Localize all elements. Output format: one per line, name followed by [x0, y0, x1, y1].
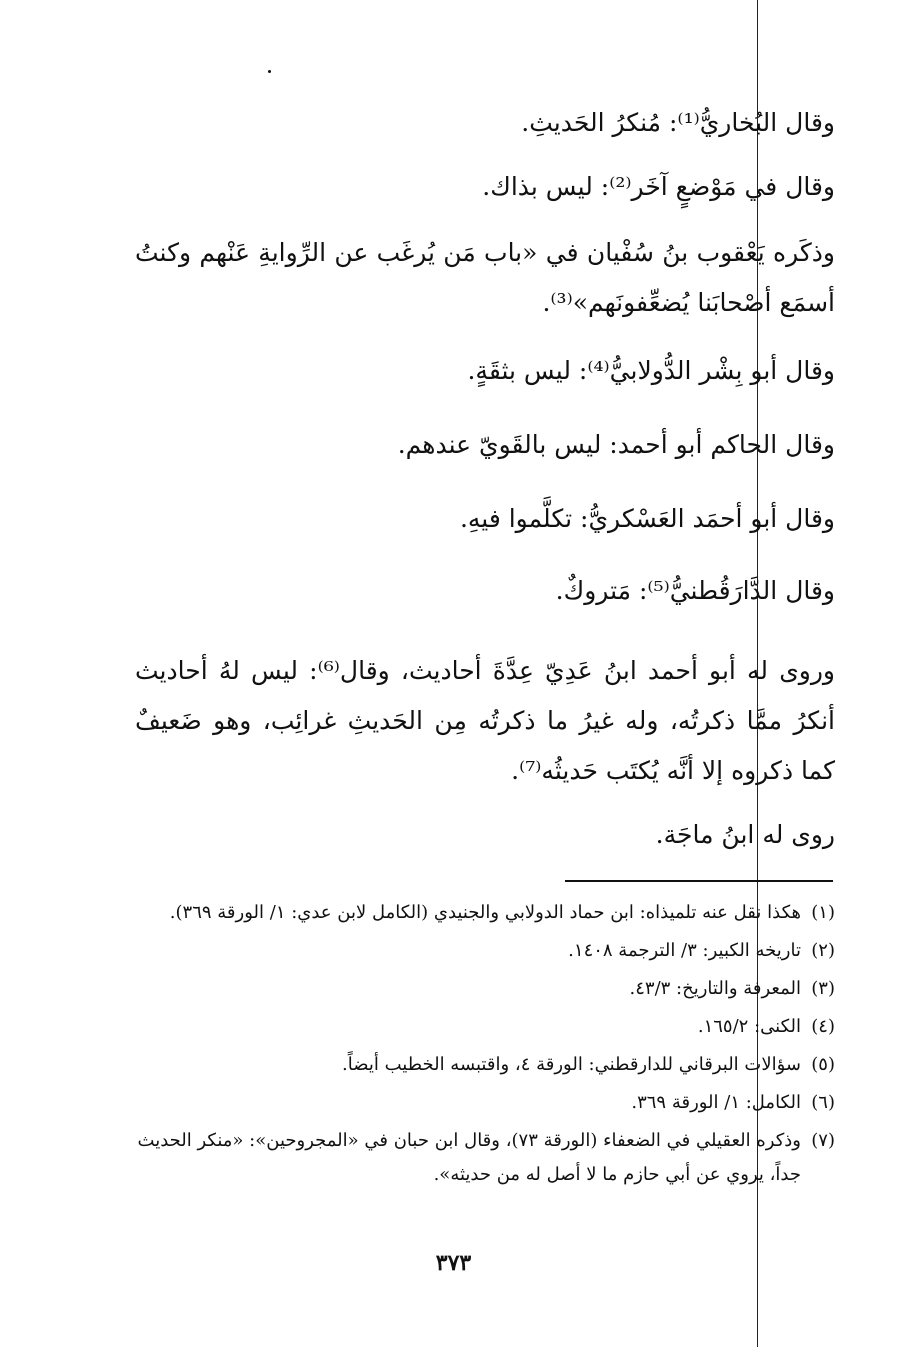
page-number: ٣٧٣: [435, 1250, 472, 1276]
footnote-number: (٧): [811, 1130, 835, 1151]
footnote-7: [135, 1124, 835, 1192]
paragraph-daraqutni: وقال الدَّارَقُطنيُّ⁽⁵⁾: مَتروكٌ.: [555, 576, 835, 605]
paragraph-another-place: وقال في مَوْضعٍ آخَر⁽²⁾: ليس بذاك.: [482, 172, 835, 201]
paragraph-yaqub: وذكَره يَعْقوب بنُ سُفْيان في «باب مَن يُرغَب عن الرِّوايةِ عَنْهم وكنتُ أسمَع أصْحابَنا يُضعِّفونَهم»⁽³⁾.: [135, 238, 835, 317]
footnote-text: الكامل: ١/ الورقة ٣٦٩.: [631, 1092, 801, 1113]
paragraph-hakim: وقال الحاكم أبو أحمد: ليس بالقَويّ عندهم.: [397, 430, 835, 459]
footnote-text: هكذا نقل عنه تلميذاه: ابن حماد الدولابي والجنيدي (الكامل لابن عدي: ١/ الورقة ٣٦٩).: [169, 902, 801, 923]
footnote-number: (٣): [811, 978, 835, 999]
footnote-divider: [565, 880, 833, 882]
footnote-number: (٢): [811, 940, 835, 961]
ink-speck: [268, 70, 271, 73]
footnote-number: (٥): [811, 1054, 835, 1075]
footnote-text: الكنى: ١٦٥/٢.: [697, 1016, 801, 1037]
footnote-4: [135, 1010, 835, 1044]
footnote-1: [135, 896, 835, 930]
footnote-text: وذكره العقيلي في الضعفاء (الورقة ٧٣)، وقال ابن حبان في «المجروحين»: «منكر الحديث جداً، يروي عن أبي حازم ما لا أصل له من حديثه».: [137, 1130, 801, 1185]
paragraph-ibn-adi: وروى له أبو أحمد ابنُ عَدِيّ عِدَّةَ أحاديث، وقال⁽⁶⁾: ليس لهُ أحاديث أنكرُ ممَّا ذكرتُه، وله غيرُ ما ذكرتُه مِن الحَديثِ غرائِب، وهو ضَعيفٌ كما ذكروه إلا أنَّه يُكتَب حَديثُه⁽⁷⁾.: [135, 656, 835, 785]
footnote-number: (٤): [811, 1016, 835, 1037]
footnotes: [135, 896, 835, 1196]
paragraph-askari: وقال أبو أحمَد العَسْكريُّ: تكلَّموا فيهِ.: [459, 504, 835, 533]
footnote-text: سؤالات البرقاني للدارقطني: الورقة ٤، واقتبسه الخطيب أيضاً.: [342, 1054, 801, 1075]
paragraph-dulabi: وقال أبو بِشْر الدُّولابيُّ⁽⁴⁾: ليس بثقَةٍ.: [467, 356, 835, 385]
footnote-5: [135, 1048, 835, 1082]
paragraph-bukhari: وقال البُخاريُّ⁽¹⁾: مُنكرُ الحَديثِ.: [521, 108, 835, 137]
footnote-text: المعرفة والتاريخ: ٤٣/٣.: [629, 978, 801, 999]
footnote-6: [135, 1086, 835, 1120]
paragraph-ibn-majah: روى له ابنُ ماجَة.: [655, 820, 835, 849]
footnote-number: (٦): [811, 1092, 835, 1113]
footnote-3: [135, 972, 835, 1006]
footnote-number: (١): [811, 902, 835, 923]
footnote-text: تاريخه الكبير: ٣/ الترجمة ١٤٠٨.: [568, 940, 801, 961]
footnote-2: [135, 934, 835, 968]
main-text: [135, 98, 835, 860]
